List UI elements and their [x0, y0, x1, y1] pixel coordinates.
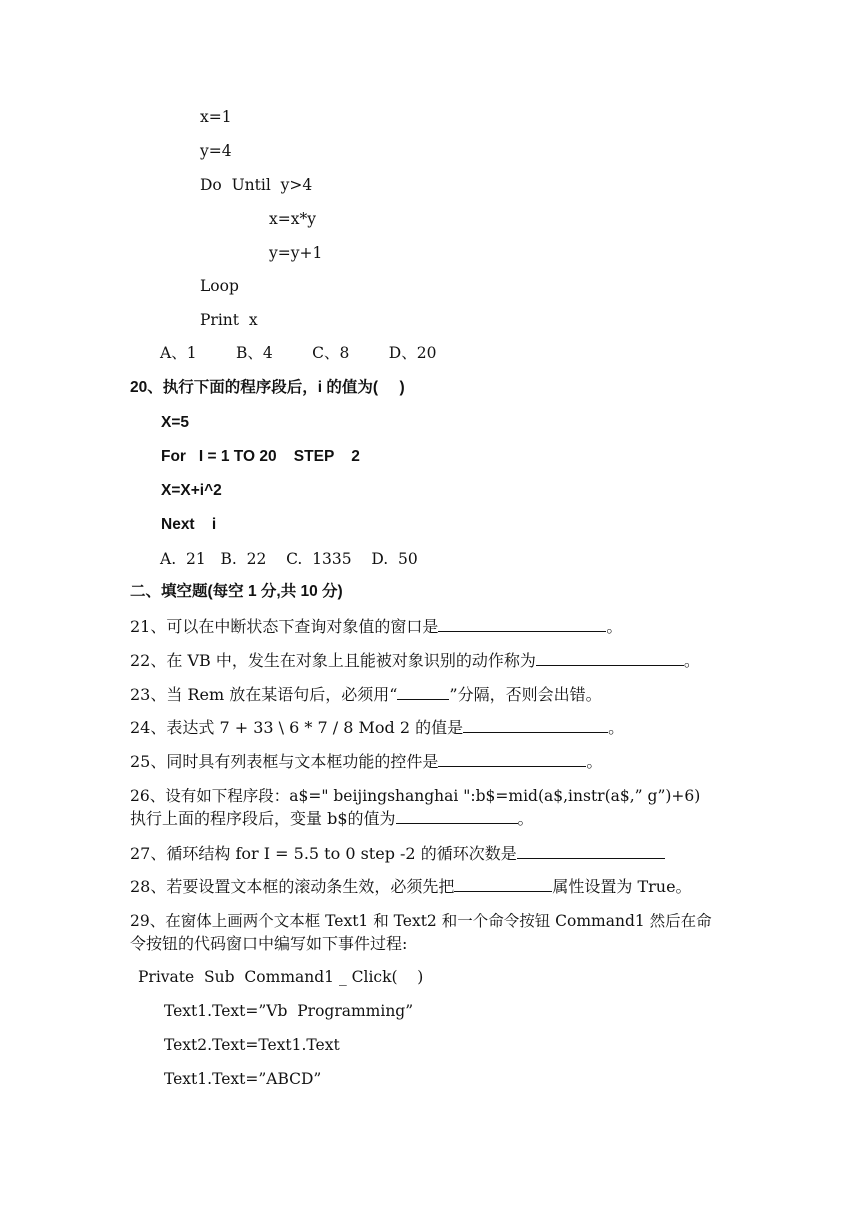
q25-blank [438, 752, 586, 767]
q19-code-line-4: x=x*y [269, 210, 316, 228]
q29-line-2: 令按钮的代码窗口中编写如下事件过程: [130, 934, 408, 953]
q20-options: A. 21 B. 22 C. 1335 D. 50 [160, 550, 418, 568]
q24-blank [463, 718, 608, 733]
q22-text: 22、在 VB 中，发生在对象上且能被对象识别的动作称为 [130, 651, 536, 670]
q22-end: 。 [683, 651, 700, 670]
q19-code-line-3: Do Until y>4 [200, 176, 313, 194]
q19-code-line-7: Print x [200, 311, 258, 329]
q25 [130, 751, 602, 773]
q26-end: 。 [517, 809, 534, 828]
q29-code-line-1: Private Sub Command1 _ Click( ) [138, 968, 424, 986]
q26-line-2 [130, 808, 534, 830]
q25-end: 。 [586, 752, 603, 771]
q20-code-line-2: For I = 1 TO 20 STEP 2 [161, 448, 360, 465]
q24-end: 。 [608, 718, 625, 737]
q20-stem: 20、执行下面的程序段后，i 的值为( ) [130, 379, 405, 396]
q20-code-line-3: X=X+i^2 [161, 482, 222, 499]
q20-code-line-4: Next i [161, 516, 217, 533]
q27-text: 27、循环结构 for I = 5.5 to 0 step -2 的循环次数是 [130, 844, 517, 863]
q26-line-1: 26、设有如下程序段：a$=" beijingshanghai ":b$=mid(a$,instr(a$,” g”)+6) [130, 787, 701, 805]
q21-text: 21、可以在中断状态下查询对象值的窗口是 [130, 617, 439, 636]
q23 [130, 684, 602, 706]
q23-text: 23、当 Rem 放在某语句后，必须用“ [130, 685, 398, 704]
q29-line-1: 29、在窗体上画两个文本框 Text1 和 Text2 和一个命令按钮 Command1 然后在命 [130, 912, 712, 930]
q19-code-line-5: y=y+1 [269, 244, 323, 262]
q29-code-line-3: Text2.Text=Text1.Text [164, 1036, 340, 1054]
q29-code-line-2: Text1.Text=”Vb Programming” [164, 1002, 414, 1020]
q29-code-line-4: Text1.Text=”ABCD” [164, 1070, 322, 1088]
q27-blank [517, 844, 665, 859]
q28-end: 属性设置为 True。 [552, 877, 692, 896]
q27 [130, 843, 665, 865]
q28 [130, 876, 692, 898]
q23-end: ”分隔，否则会出错。 [449, 685, 602, 704]
q24 [130, 717, 624, 739]
q19-code-line-1: x=1 [200, 108, 232, 126]
q26-text: 执行上面的程序段后，变量 b$的值为 [130, 809, 396, 828]
q22-blank [536, 651, 684, 666]
section-title-fill-in-blank: 二、填空题(每空 1 分,共 10 分) [130, 583, 343, 600]
q19-options: A、1 B、4 C、8 D、20 [160, 344, 437, 362]
q28-text: 28、若要设置文本框的滚动条生效，必须先把 [130, 877, 455, 896]
q21 [130, 616, 622, 638]
q21-blank [438, 617, 606, 632]
q21-end: 。 [606, 617, 623, 636]
q19-code-line-6: Loop [200, 277, 239, 295]
q20-code-line-1: X=5 [161, 414, 190, 431]
q22 [130, 650, 700, 672]
q19-code-line-2: y=4 [200, 142, 232, 160]
q23-blank [397, 685, 449, 700]
q28-blank [454, 877, 552, 892]
q26-blank [396, 809, 518, 824]
q24-text: 24、表达式 7 + 33 \ 6 * 7 / 8 Mod 2 的值是 [130, 718, 464, 737]
q25-text: 25、同时具有列表框与文本框功能的控件是 [130, 752, 439, 771]
